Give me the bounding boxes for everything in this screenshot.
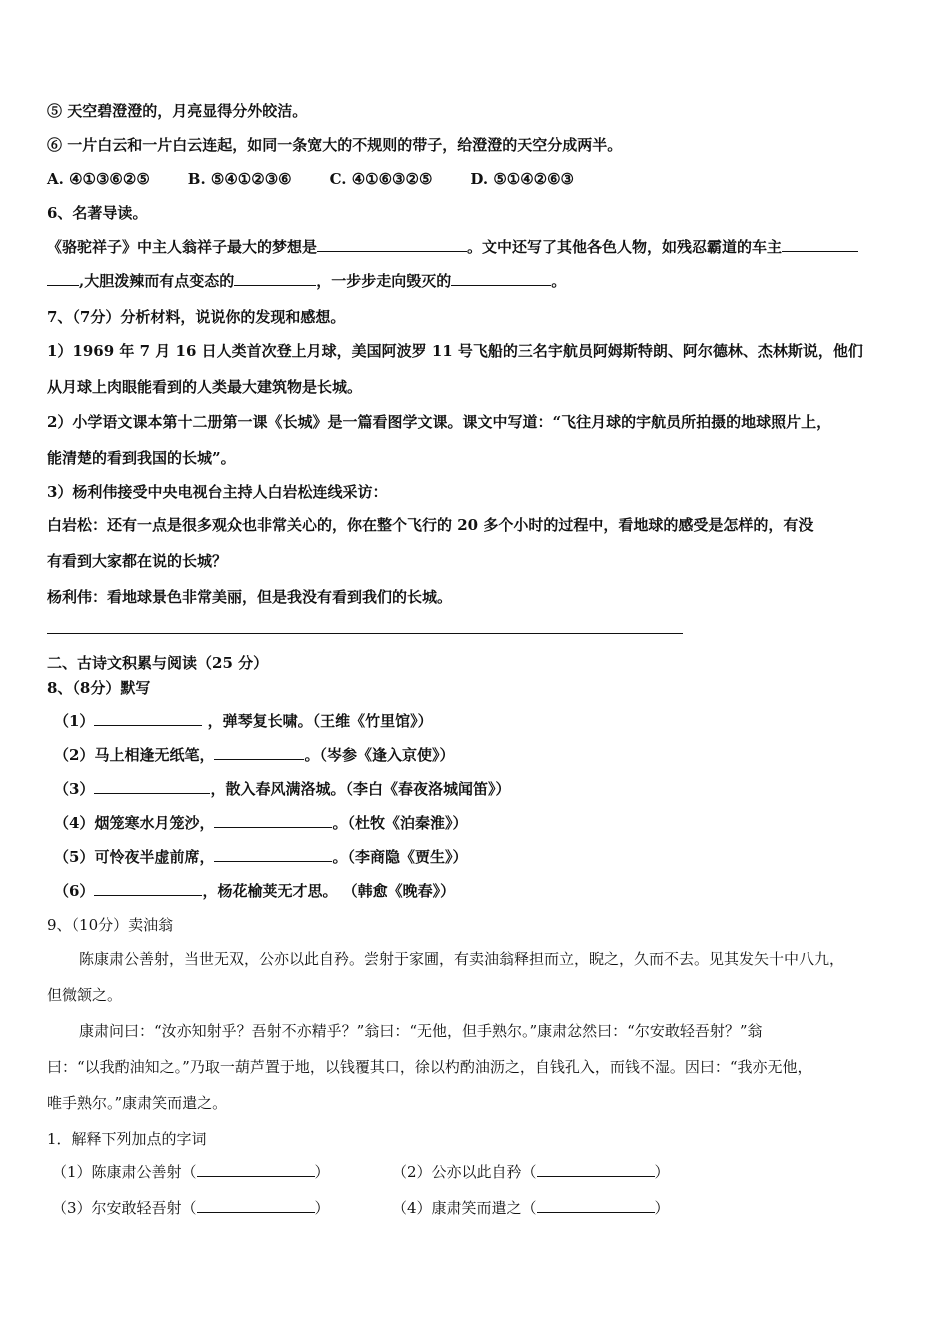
answer-blank[interactable] bbox=[47, 270, 79, 286]
q5-item-6: ⑥ 一片白云和一片白云连起，如同一条宽大的不规则的带子，给澄澄的天空分成两半。 bbox=[47, 136, 623, 154]
q8-title: 8、（8分）默写 bbox=[47, 679, 151, 697]
q6-title: 6、名著导读。 bbox=[47, 204, 148, 222]
q7-material-1-cont: 从月球上肉眼能看到的人类最大建筑物是长城。 bbox=[47, 378, 363, 396]
answer-blank[interactable] bbox=[94, 710, 202, 726]
answer-blank[interactable] bbox=[197, 1197, 315, 1213]
q9-sub1-item-4: （4）康肃笑而遣之（ ） bbox=[392, 1199, 670, 1217]
q9-passage-p2-cont: 曰：“以我酌油知之。”乃取一葫芦置于地，以钱覆其口，徐以杓酌油沥之，自钱孔入，而钱不湿。因曰：“我亦无他， bbox=[47, 1058, 813, 1076]
q8-item-4: （4）烟笼寒水月笼沙， 。（杜牧《泊秦淮》） bbox=[54, 814, 468, 832]
q7-dialogue-yang: 杨利伟：看地球景色非常美丽，但是我没有看到我们的长城。 bbox=[47, 588, 453, 606]
q8-item-3: （3） ，散入春风满洛城。（李白《春夜洛城闻笛》） bbox=[54, 780, 511, 798]
answer-blank[interactable] bbox=[451, 270, 551, 286]
q7-material-2-cont: 能清楚的看到我国的长城”。 bbox=[47, 449, 236, 467]
answer-blank[interactable] bbox=[782, 236, 858, 252]
option-a: A. ④①③⑥②⑤ bbox=[47, 170, 150, 188]
answer-blank[interactable] bbox=[197, 1161, 315, 1177]
q7-material-2: 2）小学语文课本第十二册第一课《长城》是一篇看图学文课。课文中写道：“飞往月球的宇航员所拍摄的地球照片上， bbox=[47, 413, 832, 431]
answer-blank[interactable] bbox=[214, 846, 332, 862]
answer-blank[interactable] bbox=[214, 744, 304, 760]
q9-title: 9、（10分）卖油翁 bbox=[47, 916, 174, 934]
q6-line-1: 《骆驼祥子》中主人翁祥子最大的梦想是 。文中还写了其他各色人物，如残忍霸道的车主 bbox=[47, 236, 910, 258]
q9-sub1-item-2: （2）公亦以此自矜（ ） bbox=[392, 1163, 670, 1181]
q8-item-6: （6） ，杨花榆荚无才思。 （韩愈《晚春》） bbox=[54, 882, 456, 900]
answer-blank[interactable] bbox=[94, 778, 210, 794]
q5-item-5: ⑤ 天空碧澄澄的，月亮显得分外皎洁。 bbox=[47, 102, 308, 120]
option-b: B. ⑤④①②③⑥ bbox=[187, 170, 292, 188]
q8-item-5: （5）可怜夜半虚前席， 。（李商隐《贾生》） bbox=[54, 848, 468, 866]
answer-blank[interactable] bbox=[234, 270, 316, 286]
q5-options bbox=[47, 168, 910, 190]
answer-line[interactable] bbox=[47, 633, 683, 634]
option-d: D. ⑤①④②⑥③ bbox=[470, 170, 575, 188]
q9-passage-p2: 康肃问曰：“汝亦知射乎？吾射不亦精乎？”翁曰：“无他，但手熟尔。”康肃忿然曰：“尔安敢轻吾射？”翁 bbox=[79, 1022, 763, 1040]
option-c: C. ④①⑥③②⑤ bbox=[329, 170, 433, 188]
q6-line-2: ,大胆泼辣而有点变态的 ，一步步走向毁灭的 。 bbox=[47, 270, 910, 292]
answer-blank[interactable] bbox=[214, 812, 332, 828]
q9-passage-p1: 陈康肃公善射，当世无双，公亦以此自矜。尝射于家圃，有卖油翁释担而立，睨之，久而不去。见其发矢十中八九， bbox=[79, 950, 845, 968]
q9-sub1-item-3: （3）尔安敢轻吾射（ ） bbox=[52, 1199, 330, 1217]
q7-dialogue-bai-cont: 有看到大家都在说的长城？ bbox=[47, 552, 228, 570]
q9-sub1-title: 1．解释下列加点的字词 bbox=[47, 1130, 207, 1148]
q9-sub1-item-1: （1）陈康肃公善射（ ） bbox=[52, 1163, 330, 1181]
q7-material-1: 1）1969 年 7 月 16 日人类首次登上月球，美国阿波罗 11 号飞船的三名宇航员阿姆斯特朗、阿尔德林、杰林斯说，他们 bbox=[47, 342, 863, 360]
answer-blank[interactable] bbox=[317, 236, 467, 252]
q9-passage-p1-cont: 但微颔之。 bbox=[47, 986, 123, 1004]
section-2-title: 二、古诗文积累与阅读（25 分） bbox=[47, 654, 269, 672]
answer-blank[interactable] bbox=[94, 880, 202, 896]
q7-dialogue-bai: 白岩松：还有一点是很多观众也非常关心的，你在整个飞行的 20 多个小时的过程中，看地球的感受是怎样的，有没 bbox=[47, 516, 814, 534]
answer-blank[interactable] bbox=[537, 1197, 655, 1213]
q8-item-1: （1） ，弹琴复长啸。（王维《竹里馆》） bbox=[54, 712, 433, 730]
q7-title: 7、（7分）分析材料，说说你的发现和感想。 bbox=[47, 308, 346, 326]
q7-material-3: 3）杨利伟接受中央电视台主持人白岩松连线采访： bbox=[47, 483, 388, 501]
answer-blank[interactable] bbox=[537, 1161, 655, 1177]
q8-item-2: （2）马上相逢无纸笔， 。（岑参《逢入京使》） bbox=[54, 746, 455, 764]
q9-passage-p2-end: 唯手熟尔。”康肃笑而遣之。 bbox=[47, 1094, 228, 1112]
